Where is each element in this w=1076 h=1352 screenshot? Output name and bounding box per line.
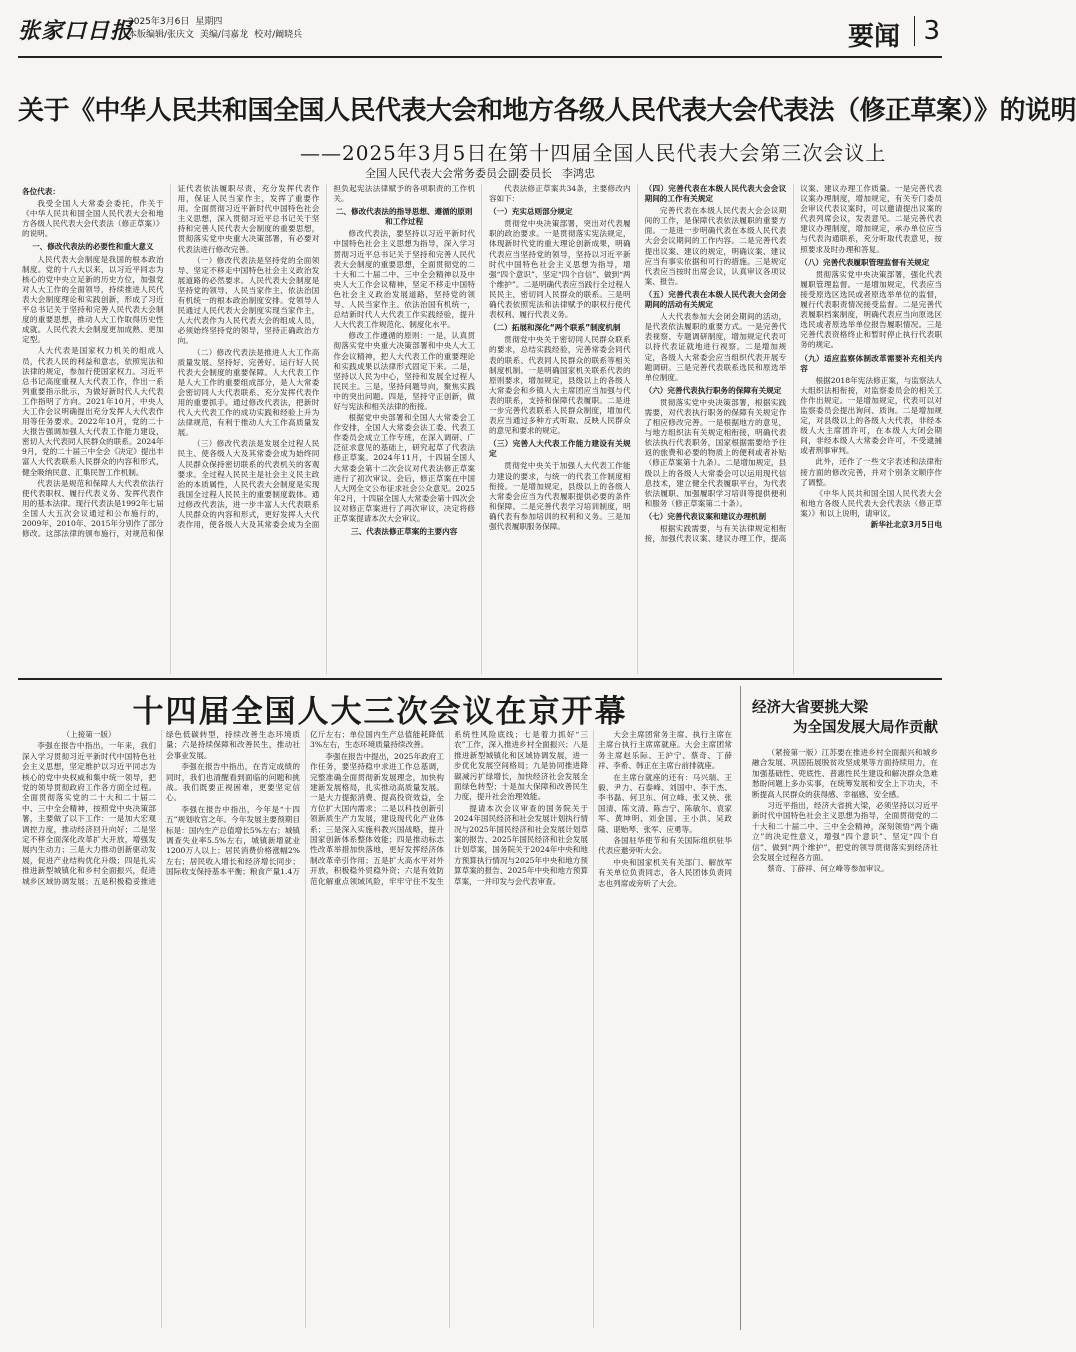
paragraph: 根据实践需要，与有关法律规定相衔接，加强代表议案、建议办理工作，提高议案、建议办理工作质量。一是完善代表议案办理制度，增加规定，有关专门委员会审议代表议案时，可以邀请提出议案的代表列席会议，发表意见。二是完善代表建议办理制度，增加规定，承办单位应当与代表沟通联系，充分听取代表意见，按照要求及时办理和答复。 bbox=[644, 184, 942, 544]
paragraph: 蔡奇、丁薛祥、何立峰等参加审议。 bbox=[767, 864, 889, 874]
paragraph: 贯彻党中央关于密切同人民群众联系的要求，总结实践经验，完善常委会同代表的联系、代表同人民群众的联系等相关制度机制。一是明确国家机关联系代表的原则要求，增加规定，县级以上的各级人大常委会和乡镇人大主席团应当加强与代表的联系，支持和保障代表履职。二是进一步完善代表联系人民群众制度，增加代表应当通过多种方式听取、反映人民群众的意见和要求的规定。 bbox=[488, 335, 631, 436]
paragraph: 人民代表大会制度是我国的根本政治制度。党的十八大以来，以习近平同志为核心的党中央立足新的历史方位，加强党对人大工作的全面领导，持续推进人民代表大会制度理论和实践创新，形成了习近平总书记关于坚持和完善人民代表大会制度的重要思想，推动人大工作取得历史性成就。人民代表大会制度更加成熟、更加定型。 bbox=[22, 254, 164, 345]
subsection-heading: （三）完善人大代表工作能力建设有关规定 bbox=[488, 439, 631, 459]
section-heading: 三、代表法修正草案的主要内容 bbox=[350, 527, 458, 537]
issue-weekday: 星期四 bbox=[195, 17, 223, 27]
section-name: 要闻 bbox=[847, 22, 900, 52]
congress-body bbox=[22, 730, 732, 1328]
sidebar-headline bbox=[752, 698, 938, 738]
paragraph: 习近平指出，经济大省挑大梁，必须坚持以习近平新时代中国特色社会主义思想为指导，全面贯彻党的二十大和二十届二中、三中全会精神，深刻领悟“两个确立”的决定性意义，增强“四个意识”、坚定“四个自信”、做到“两个维护”，把党的领导贯彻落实到经济社会发展全过程各方面。 bbox=[752, 801, 938, 863]
paragraph: 根据2018年宪法修正案，与监察法人大组织法相衔接，对监察委员会的相关工作作出规定。一是增加规定，代表可以对监察委员会提出询问、质询。二是增加规定，对县级以上的各级人大代表，非经本级人大主席团许可，在本级人大闭会期间，非经本级人大常委会许可，不受逮捕或者刑事审判。 bbox=[800, 375, 942, 456]
news-credit: 新华社北京3月5日电 bbox=[870, 520, 942, 529]
paragraph: （三）修改代表法是发展全过程人民民主、使各级人大及其常委会成为始终同人民群众保持密切联系的代表机关的客观要求。全过程人民民主是社会主义民主政治的本质属性，人民代表大会制度是实现我国全过程人民民主的重要制度载体。通过修改代表法，进一步丰富人大代表联系人民群众的内容和形式，更好发挥人大代表作用，使各级人大及其常委会成为全面担负起宪法法律赋予的各项职责的工作机关。 bbox=[177, 184, 475, 530]
paragraph: （一）修改代表法是坚持党的全面领导、坚定不移走中国特色社会主义政治发展道路的必然要求。人民代表大会制度是坚持党的领导、人民当家作主、依法治国有机统一的根本政治制度安排。党领导人民通过人民代表大会制度实现当家作主，人大代表作为人民代表大会的组成人员，必须始终坚持党的领导，坚持正确政治方向。 bbox=[177, 255, 320, 346]
subsection-heading: （六）完善代表执行职务的保障有关规定 bbox=[644, 385, 782, 395]
paragraph: 大会主席团常务主席、执行主席在主席台执行主席席就座。大会主席团常务主席赵乐际、王沪宁、蔡奇、丁薛祥、李希、韩正在主席台前排就座。 bbox=[598, 730, 732, 771]
congress-headline: 十四届全国人大三次会议在京开幕 bbox=[132, 694, 628, 730]
paragraph: 李强在报告中提出，2025年政府工作任务，要坚持稳中求进工作总基调，完整准确全面贯彻新发展理念，加快构建新发展格局，扎实推动高质量发展。一是大力提振消费、提高投资效益，全方位扩大国内需求；二是以科技创新引领新质生产力发展，建设现代化产业体系；三是深入实施科教兴国战略，提升国家创新体系整体效能；四是推动标志性改革举措加快落地，更好发挥经济体制改革牵引作用；五是扩大高水平对外开放，积极稳外贸稳外资；六是有效防范化解重点领域风险，牢牢守住不发生系统性风险底线；七是着力抓好“三农”工作，深入推进乡村全面振兴；八是推进新型城镇化和区域协调发展，进一步优化发展空间格局；九是协同推进降碳减污扩绿增长，加快经济社会发展全面绿色转型；十是加大保障和改善民生力度，提升社会治理效能。 bbox=[310, 730, 588, 886]
section-heading: 二、修改代表法的指导思想、遵循的原则和工作过程 bbox=[335, 207, 473, 227]
byline-name: 李鸿忠 bbox=[562, 167, 595, 180]
paragraph: 根据党中央部署和全国人大常委会工作安排，全国人大常委会法工委、代表工作委员会成立工作专班，在深入调研、广泛征求意见的基础上，研究起草了代表法修正草案。2024年11月，十四届全国人大常委会第十二次会议对代表法修正草案进行了初次审议。会后，修正草案在中国人大网全文公布征求社会公众意见。2025年2月，十四届全国人大常委会第十四次会议对修正草案进行了再次审议，决定将修正草案提请本次大会审议。 bbox=[333, 413, 475, 523]
paragraph: 贯彻落实党中央决策部署，根据实践需要，对代表执行职务的保障有关规定作了相应修改完善。一是根据地方的意见，与地方组织法有关规定相衔接，明确代表依法执行代表职务，国家根据需要给予往返的旅费和必要的物质上的便利或者补贴（修正草案第十九条）。二是增加规定，县级以上的各级人大常委会可以运用现代信息技术，建立健全代表履职平台，为代表依法履职、加强履职学习培训等提供便利和服务（修正草案第二十条）。 bbox=[644, 397, 787, 508]
section-heading: 一、修改代表法的必要性和重大意义 bbox=[32, 242, 154, 252]
byline-org: 全国人民代表大会常务委员会副委员长 bbox=[365, 167, 552, 180]
paragraph: 李强在报告中指出，在肯定成绩的同时，我们也清醒看到面临的问题和挑战。我们既要正视困难，更要坚定信心。 bbox=[166, 762, 300, 803]
article-headline: 关于《中华人民共和国全国人民代表大会和地方各级人民代表大会代表法（修正草案）》的说明 bbox=[18, 96, 1076, 126]
newspaper-logo: 张家口日报 bbox=[18, 18, 134, 44]
sidebar-headline-line: 为全国发展大局作贡献 bbox=[793, 720, 938, 736]
paragraph: 贯彻党中央关于加强人大代表工作能力建设的要求，与统一的代表工作制度相衔接。一是增加规定，县级以上的各级人大常委会应当为代表履职提供必要的条件和保障。二是完善代表学习培训制度，明确代表有参加培训的权利和义务。三是加强代表履职服务保障。 bbox=[488, 461, 631, 531]
issue-date: 2025年3月6日 bbox=[128, 17, 190, 27]
paragraph: 我受全国人大常委会委托，作关于《中华人民共和国全国人民代表大会和地方各级人民代表大会代表法（修正草案）》的说明。 bbox=[22, 199, 164, 239]
paragraph: 李强在报告中指出，今年是“十四五”规划收官之年。今年发展主要预期目标是：国内生产总值增长5%左右；城镇调查失业率5.5%左右，城镇新增就业1200万人以上；居民消费价格涨幅2%左右；居民收入增长和经济增长同步；国际收支保持基本平衡；粮食产量1.4万亿斤左右；单位国内生产总值能耗降低3%左右，生态环境质量持续改善。 bbox=[166, 730, 444, 877]
continued-from: （上接第一版） bbox=[62, 730, 116, 739]
subsection-heading: （七）完善代表议案和建议办理机制 bbox=[644, 511, 767, 521]
salutation: 各位代表： bbox=[22, 187, 60, 196]
paragraph: 贯彻党中央决策部署，突出对代表履职的政治要求。一是贯彻落实宪法规定，体现新时代党的重大理论创新成果，明确代表应当坚持党的领导，坚持以习近平新时代中国特色社会主义思想为指导，增强“四个意识”、坚定“四个自信”、做到“两个维护”。二是明确代表应当践行全过程人民民主，密切同人民群众的联系。三是明确代表依照宪法和法律赋予的职权行使代表权利、履行代表义务。 bbox=[488, 219, 631, 320]
paragraph: 《中华人民共和国全国人民代表大会和地方各级人民代表大会代表法（修正草案）》和以上说明，请审议。 bbox=[800, 488, 942, 518]
paragraph: 此外，还作了一些文字表述和法律衔接方面的修改完善，并对个别条文顺序作了调整。 bbox=[800, 457, 942, 487]
paragraph: 代表法是规范和保障人大代表依法行使代表职权、履行代表义务、发挥代表作用的基本法律。现行代表法是1992年七届全国人大五次会议通过和公布施行的，2009年、2010年、2015年分别作了部分修改。这部法律的颁布施行，对规范和保证代表依法履职尽责，充分发挥代表作用，保证人民当家作主，发挥了重要作用。全面贯彻习近平新时代中国特色社会主义思想，深入贯彻习近平总书记关于坚持和完善人民代表大会制度的重要思想，贯彻落实党中央重大决策部署，有必要对代表法进行修改完善。 bbox=[22, 184, 320, 539]
subsection-heading: （一）充实总则部分规定 bbox=[488, 207, 573, 217]
article-body bbox=[22, 184, 942, 674]
subsection-heading: （二）拓展和深化“两个联系”制度机制 bbox=[488, 323, 621, 333]
paragraph: 中央和国家机关有关部门、解放军有关单位负责同志，各人民团体负责同志也列席或旁听了大会。 bbox=[598, 857, 732, 888]
sidebar-body bbox=[752, 748, 938, 876]
subsection-heading: （四）完善代表在本级人民代表大会会议期间的工作有关规定 bbox=[644, 184, 787, 204]
page-number: 3 bbox=[914, 16, 940, 46]
paragraph: 完善代表在本级人民代表大会会议期间的工作，是保障代表依法履职的重要方面。一是进一步明确代表在本级人民代表大会会议期间的工作内容。二是完善代表提出议案、建议的规定，明确议案、建议应当有事实依据和可行的措施。三是规定代表应当按时出席会议，认真审议各项议案、报告。 bbox=[644, 206, 787, 286]
editor-credit: 本版编辑/张庆文 bbox=[128, 30, 195, 40]
sidebar-headline-line: 经济大省要挑大梁 bbox=[752, 700, 868, 716]
proofreader-credit: 校对/阚晓兵 bbox=[254, 30, 303, 40]
subsection-heading: （八）完善代表履职管理监督有关规定 bbox=[800, 257, 930, 267]
paragraph: 人大代表参加大会闭会期间的活动，是代表依法履职的重要方式。一是完善代表视察、专题调研制度，增加规定代表可以持代表证就地进行视察。二是增加规定，各级人大常委会应当组织代表开展专题调研。三是完善代表联系选民和原选举单位制度。 bbox=[644, 312, 787, 382]
paragraph: （紧接第一版）江苏要在推进乡村全面振兴和城乡融合发展、巩固拓展脱贫攻坚成果等方面持续用力，在加强基础性、兜底性、普惠性民生建设和解决群众急难愁盼问题上多办实事，在统筹发展和安全上下功夫，不断提高人民群众的获得感、幸福感、安全感。 bbox=[752, 748, 938, 799]
paragraph: 在主席台就座的还有：马兴瑞、王毅、尹力、石泰峰、刘国中、李干杰、李书磊、何卫东、何立峰、张又侠、张国清、陈文清、陈吉宁、陈敏尔、袁家军、黄坤明、刘金国、王小洪、吴政隆、谌贻琴、张军、应勇等。 bbox=[598, 772, 732, 834]
subsection-heading: （九）适应监察体制改革需要补充相关内容 bbox=[800, 353, 942, 373]
article-byline bbox=[365, 165, 605, 181]
paragraph: 各国驻华使节和有关国际组织驻华代表应邀旁听大会。 bbox=[598, 836, 732, 856]
paragraph: 人大代表是国家权力机关的组成人员，代表人民的利益和意志，依照宪法和法律的规定，参加行使国家权力。习近平总书记高度重视人大代表工作，作出一系列重要指示批示，为做好新时代人大代表工作指明了方向。2021年10月，中央人大工作会议明确提出充分发挥人大代表作用等任务要求。2022年10月，党的二十大报告强调加强人大代表工作能力建设，密切人大代表同人民群众的联系。2024年9月，党的二十届三中全会《决定》提出丰富人大代表联系人民群众的内容和形式，健全吸纳民意、汇集民智工作机制。 bbox=[22, 346, 164, 477]
masthead bbox=[18, 12, 942, 58]
subsection-heading: （五）完善代表在本级人民代表大会闭会期间的活动有关规定 bbox=[644, 289, 787, 310]
designer-credit: 美编/闫嘉龙 bbox=[200, 30, 249, 40]
article-subtitle: ——2025年3月5日在第十四届全国人民代表大会第三次会议上 bbox=[300, 141, 887, 165]
paragraph: 贯彻落实党中央决策部署，强化代表履职管理监督。一是增加规定，代表应当接受原选区选民或者原选举单位的监督，履行代表职责情况接受监督。二是完善代表履职档案制度，明确代表应当向原选区选民或者原选举单位报告履职情况。三是完善代表资格终止和暂时停止执行代表职务的规定。 bbox=[800, 269, 942, 350]
paragraph: 提请本次会议审查的国务院关于2024年国民经济和社会发展计划执行情况与2025年国民经济和社会发展计划草案的报告、2025年国民经济和社会发展计划草案，国务院关于2024年中央和地方预算执行情况与2025年中央和地方预算草案的报告、2025年中央和地方预算草案，一并印发与会代表审查。 bbox=[454, 803, 588, 886]
section-divider bbox=[18, 678, 942, 680]
paragraph: （二）修改代表法是推进人大工作高质量发展、坚持好、完善好、运行好人民代表大会制度的重要保障。人大代表工作是人大工作的重要组成部分，是人大常委会密切同人大代表联系、充分发挥代表作用的重要抓手。通过修改代表法，把新时代人大代表工作的成功实践和经验上升为法律规范，有利于推动人大工作高质量发展。 bbox=[177, 347, 320, 438]
paragraph: 修改工作遵循的原则：一是，认真贯彻落实党中央重大决策部署和中央人大工作会议精神，把人大代表工作的重要理论和实践成果以法律形式固定下来。二是，坚持以人民为中心，坚持和发展全过程人民民主。三是，坚持问题导向，聚焦实践中的突出问题。四是，坚持守正创新，做好与宪法和相关法律的衔接。 bbox=[333, 331, 475, 411]
paragraph: 李强在报告中指出，一年来，我们深入学习贯彻习近平新时代中国特色社会主义思想，坚定维护以习近平同志为核心的党中央权威和集中统一领导，把党的领导贯彻政府工作各方面全过程。全面贯彻落实党的二十大和二十届二中、三中全会精神，按照党中央决策部署，主要做了以下工作：一是加大宏观调控力度，推动经济回升向好；二是坚定不移全面深化改革扩大开放，增强发展内生动力；三是大力推动创新驱动发展，促进产业结构优化升级；四是扎实推进新型城镇化和乡村全面振兴，促进城乡区域协调发展；五是积极稳妥推进绿色低碳转型，持续改善生态环境质量；六是持续保障和改善民生，推动社会事业发展。 bbox=[22, 730, 300, 886]
paragraph: 修改代表法，要坚持以习近平新时代中国特色社会主义思想为指导，深入学习贯彻习近平总书记关于坚持和完善人民代表大会制度的重要思想，全面贯彻党的二十大和二十届二中、三中全会精神以及中央人大工作会议精神，坚定不移走中国特色社会主义政治发展道路，坚持党的领导、人民当家作主、依法治国有机统一，总结新时代人大代表工作实践经验，提升人大代表工作规范化、制度化水平。 bbox=[333, 229, 475, 330]
paragraph: 代表法修正草案共34条，主要修改内容如下： bbox=[488, 184, 631, 204]
column-divider bbox=[740, 686, 741, 1330]
issue-meta bbox=[128, 16, 308, 42]
